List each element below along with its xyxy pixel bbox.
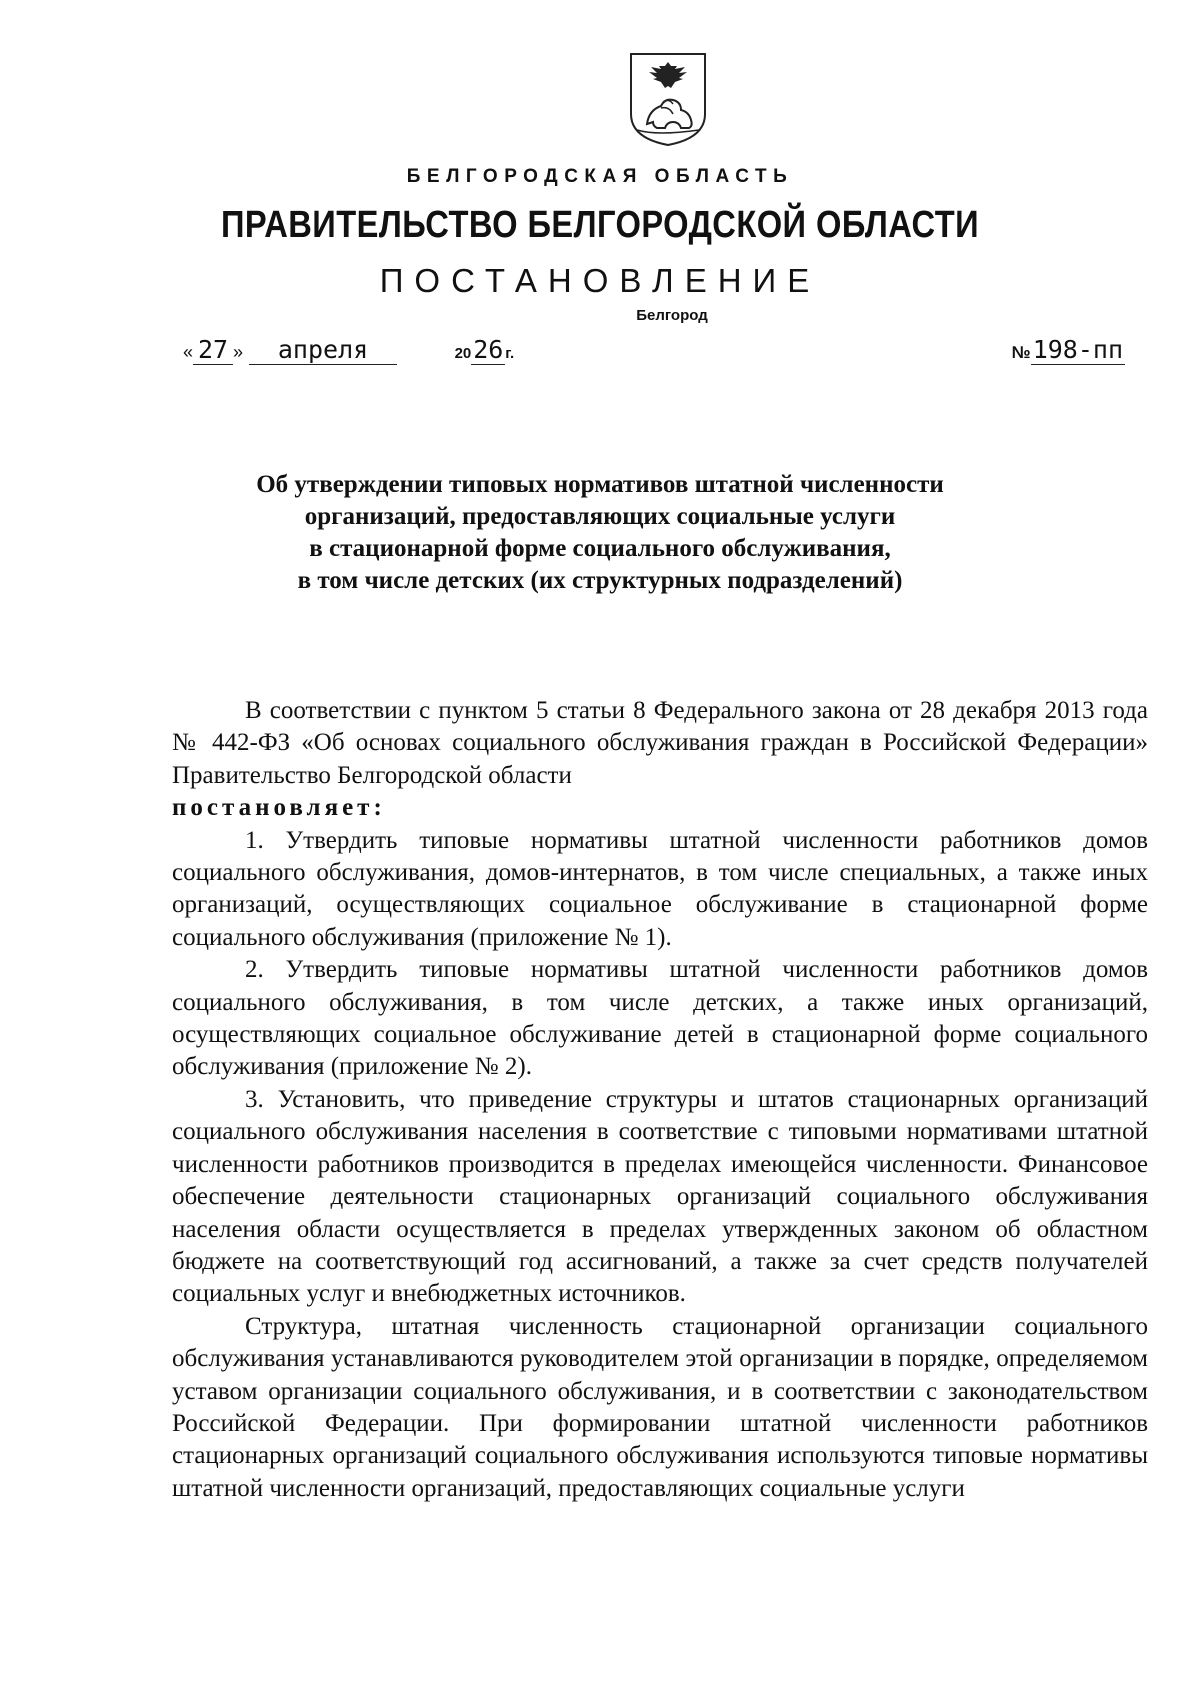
coat-of-arms-emblem (627, 50, 709, 148)
title-line: в том числе детских (их структурных подразделений) (297, 567, 903, 594)
resolves-word: постановляет: (172, 794, 386, 822)
government-name: ПРАВИТЕЛЬСТВО БЕЛГОРОДСКОЙ ОБЛАСТИ (220, 204, 980, 246)
document-number (1012, 336, 1125, 365)
date-day: 27 (193, 336, 233, 365)
document-date (183, 336, 514, 365)
number-label: № (1011, 343, 1031, 362)
resolves-line (172, 792, 1148, 824)
title-line: в стационарной форме социального обслуживания, (309, 535, 891, 562)
number-value: 198-пп (1032, 335, 1123, 364)
date-year-prefix: 20 (454, 345, 472, 362)
document-title (240, 469, 960, 597)
clause-3: 3. Установить, что приведение структуры и штатов стационарных организаций социального обслуживания населения в соответствие с типовыми нормативами штатной численности работников производится в пределах имеющейся численности. Финансовое обеспечение деятельности стационарных организаций социального обслуживания населения области осуществляется в пределах утвержденных законом об областном бюджете на соответствующий год ассигнований, а также за счет средств получателей социальных услуг и внебюджетных источников. (172, 1085, 1148, 1308)
date-open-quote: « (183, 342, 194, 362)
intro-paragraph: В соответствии с пунктом 5 статьи 8 Федерального закона от 28 декабря 2013 года № 442-ФЗ «Об основах социального обслуживания граждан в Российской Федерации» Правительство Белгородской области (172, 697, 1148, 789)
date-month: апреля (249, 336, 397, 365)
document-type: ПОСТАНОВЛЕНИЕ (379, 262, 821, 299)
paragraph-structure: Структура, штатная численность стационарной организации социального обслуживания устанавливаются руководителем этой организации в порядке, определяемом уставом организации социального обслуживания, и в соответствии с законодательством Российской Федерации. При формировании штатной численности работников стационарных организаций социального обслуживания используются типовые нормативы штатной численности организаций, предоставляющих социальные услуги (172, 1312, 1148, 1502)
clause-1: 1. Утвердить типовые нормативы штатной численности работников домов социального обслуживания, домов-интернатов, в том числе специальных, а также иных организаций, осуществляющих социальное обслуживание в стационарной форме социального обслуживания (приложение № 1). (172, 826, 1148, 951)
clause-2: 2. Утвердить типовые нормативы штатной численности работников домов социального обслуживания, в том числе детских, а также иных организаций, осуществляющих социальное обслуживание детей в стационарной форме социального обслуживания (приложение № 2). (172, 956, 1148, 1081)
date-close-quote: » (233, 342, 244, 362)
title-line: Об утверждении типовых нормативов штатной численности (256, 471, 944, 498)
date-year-abbr: г. (505, 345, 515, 362)
region-name: БЕЛГОРОДСКАЯ ОБЛАСТЬ (406, 166, 794, 187)
document-body (172, 695, 1148, 1505)
date-year: 26 (473, 335, 504, 364)
city-name: Белгород (636, 307, 708, 324)
title-line: организаций, предоставляющих социальные услуги (304, 503, 896, 530)
